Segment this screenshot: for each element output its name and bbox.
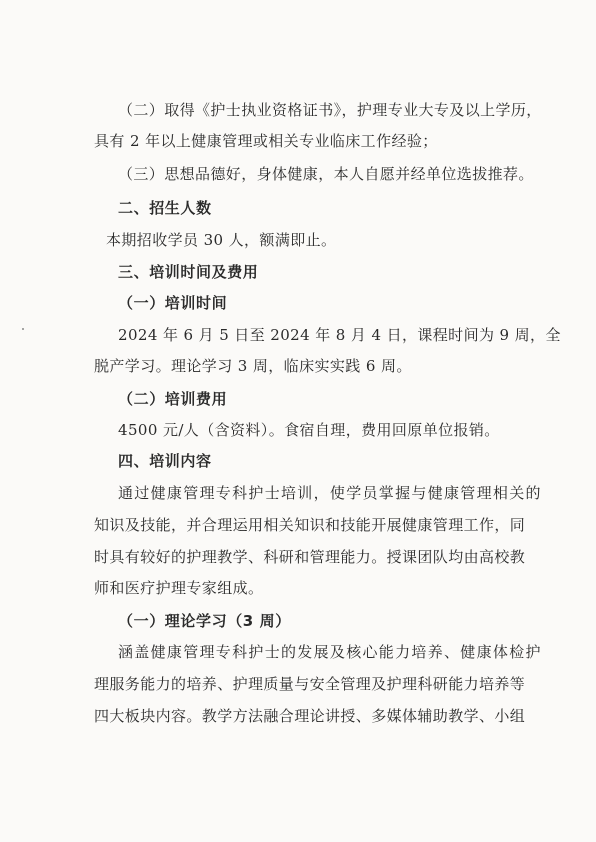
theory-paragraph-line-3: 四大板块内容。教学方法融合理论讲授、多媒体辅助教学、小组 (94, 707, 526, 725)
requirement-item-3: （三）思想品德好，身体健康，本人自愿并经单位选拔推荐。 (118, 165, 534, 183)
requirement-item-2-line-2: 具有 2 年以上健康管理或相关专业临床工作经验； (94, 132, 438, 150)
content-paragraph-line-1: 通过健康管理专科护士培训，使学员掌握与健康管理相关的 (118, 484, 542, 502)
content-paragraph-line-4: 师和医疗护理专家组成。 (94, 579, 264, 597)
section-heading-time-and-fees: 三、培训时间及费用 (118, 263, 259, 281)
content-paragraph-line-3: 时具有较好的护理教学、科研和管理能力。授课团队均由高校教 (94, 548, 526, 566)
content-paragraph-line-2: 知识及技能，并合理运用相关知识和技能开展健康管理工作，同 (94, 516, 526, 534)
theory-paragraph-line-1: 涵盖健康管理专科护士的发展及核心能力培养、健康体检护 (118, 643, 542, 661)
scan-speck (22, 328, 24, 330)
subheading-training-fees: （二）培训费用 (118, 390, 228, 408)
section-heading-enrollment: 二、招生人数 (118, 199, 212, 217)
theory-paragraph-line-2: 理服务能力的培养、护理质量与安全管理及护理科研能力培养等 (94, 675, 526, 693)
subheading-training-time: （一）培训时间 (118, 294, 228, 312)
enrollment-text: 本期招收学员 30 人，额满即止。 (106, 231, 337, 249)
training-time-line-2: 脱产学习。理论学习 3 周，临床实实践 6 周。 (94, 357, 412, 375)
training-time-line-1: 2024 年 6 月 5 日至 2024 年 8 月 4 日，课程时间为 9 周，全 (118, 326, 561, 344)
requirement-item-2-line-1: （二）取得《护士执业资格证书》，护理专业大专及以上学历， (118, 101, 542, 119)
section-heading-training-content: 四、培训内容 (118, 452, 212, 470)
training-fees-text: 4500 元/人（含资料）。食宿自理，费用回原单位报销。 (118, 421, 500, 439)
subheading-theory-study: （一）理论学习（3 周） (118, 612, 291, 630)
